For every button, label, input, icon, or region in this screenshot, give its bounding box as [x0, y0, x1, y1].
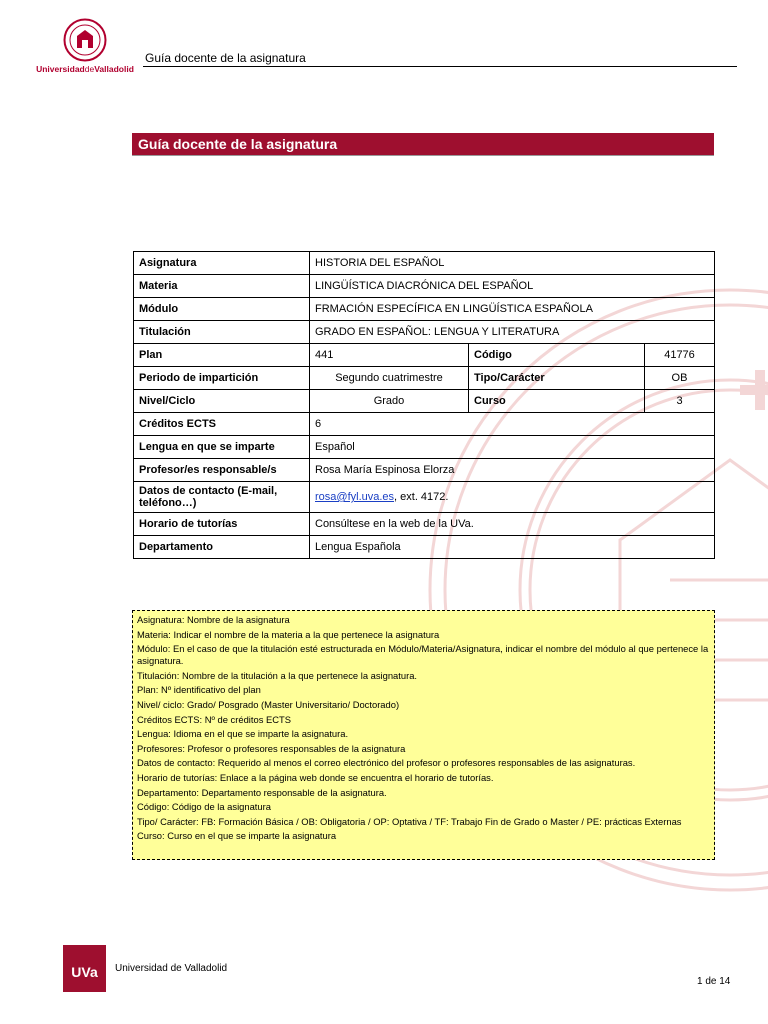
table-row: [134, 513, 715, 536]
materia-value: LINGÜÍSTICA DIACRÓNICA DEL ESPAÑOL: [310, 275, 715, 298]
lengua-value: Español: [310, 436, 715, 459]
page-number: 1 de 14: [697, 976, 731, 987]
table-row: [134, 298, 715, 321]
contacto-value: [310, 482, 715, 513]
plan-value: 441: [310, 344, 469, 367]
table-row: [134, 436, 715, 459]
horario-value: Consúltese en la web de la UVa.: [310, 513, 715, 536]
table-row: [134, 367, 715, 390]
plan-label: Plan: [134, 344, 310, 367]
lengua-label: Lengua en que se imparte: [134, 436, 310, 459]
nivel-value: Grado: [310, 390, 469, 413]
contacto-label: Datos de contacto (E-mail, teléfono…): [134, 482, 310, 513]
note-line: Lengua: Idioma en el que se imparte la asignatura.: [137, 728, 349, 740]
note-line: Código: Código de la asignatura: [137, 801, 271, 813]
footer-university-name: Universidad de Valladolid: [115, 963, 228, 974]
codigo-label: Código: [469, 344, 645, 367]
curso-label: Curso: [469, 390, 645, 413]
departamento-value: Lengua Española: [310, 536, 715, 559]
nivel-label: Nivel/Ciclo: [134, 390, 310, 413]
periodo-value: Segundo cuatrimestre: [310, 367, 469, 390]
note-line: Horario de tutorías: Enlace a la página web donde se encuentra el horario de tutorías.: [137, 771, 494, 783]
curso-value: 3: [645, 390, 715, 413]
table-row: [134, 252, 715, 275]
tipo-caracter-label: Tipo/Carácter: [469, 367, 645, 390]
horario-label: Horario de tutorías: [134, 513, 310, 536]
note-line: Módulo: En el caso de que la titulación esté estructurada en Módulo/Materia/Asignatura, indicar el nombre del módulo al que pertenece la asignatura.: [137, 643, 709, 667]
banner-shadow: [132, 155, 714, 156]
asignatura-value: HISTORIA DEL ESPAÑOL: [310, 252, 715, 275]
table-row: [134, 275, 715, 298]
instructions-notes-box: [132, 610, 715, 860]
page-title-banner: Guía docente de la asignatura: [132, 133, 714, 155]
table-row: [134, 321, 715, 344]
note-line: Créditos ECTS: Nº de créditos ECTS: [137, 713, 291, 725]
header-divider: [143, 66, 737, 67]
tipo-caracter-value: OB: [645, 367, 715, 390]
table-row: [134, 390, 715, 413]
note-line: Curso: Curso en el que se imparte la asignatura: [137, 830, 337, 842]
modulo-value: FRMACIÓN ESPECÍFICA EN LINGÜÍSTICA ESPAÑOLA: [310, 298, 715, 321]
codigo-value: 41776: [645, 344, 715, 367]
table-row: [134, 459, 715, 482]
modulo-label: Módulo: [134, 298, 310, 321]
note-line: Materia: Indicar el nombre de la materia a la que pertenece la asignatura: [137, 628, 440, 640]
footer-uva-logo: UVa: [63, 945, 106, 992]
note-line: Tipo/ Carácter: FB: Formación Básica / OB: Obligatoria / OP: Optativa / TF: Trabajo Fin de Grado o Master / PE: prácticas Externas: [137, 815, 682, 827]
profesor-value: Rosa María Espinosa Elorza: [310, 459, 715, 482]
note-line: Plan: Nº identificativo del plan: [137, 684, 261, 696]
departamento-label: Departamento: [134, 536, 310, 559]
course-info-table: [133, 251, 715, 559]
note-line: Departamento: Departamento responsable de la asignatura.: [137, 786, 387, 798]
note-line: Datos de contacto: Requerido al menos el correo electrónico del profesor o profesores responsables de las asignaturas.: [137, 757, 636, 769]
periodo-label: Periodo de impartición: [134, 367, 310, 390]
creditos-value: 6: [310, 413, 715, 436]
creditos-label: Créditos ECTS: [134, 413, 310, 436]
table-row: [134, 413, 715, 436]
titulacion-value: GRADO EN ESPAÑOL: LENGUA Y LITERATURA: [310, 321, 715, 344]
contact-email-link[interactable]: rosa@fyl.uva.es: [315, 491, 395, 503]
contact-extension: , ext. 4172.: [394, 491, 449, 503]
asignatura-label: Asignatura: [134, 252, 310, 275]
note-line: Nivel/ ciclo: Grado/ Posgrado (Master Universitario/ Doctorado): [137, 698, 400, 710]
table-row: [134, 344, 715, 367]
note-line: Asignatura: Nombre de la asignatura: [137, 614, 290, 625]
materia-label: Materia: [134, 275, 310, 298]
table-row: [134, 536, 715, 559]
note-line: Profesores: Profesor o profesores responsables de la asignatura: [137, 742, 406, 754]
profesor-label: Profesor/es responsable/s: [134, 459, 310, 482]
university-logo-text: UniversidaddeValladolid: [36, 64, 134, 74]
header-doc-title: Guía docente de la asignatura: [145, 51, 306, 65]
note-line: Titulación: Nombre de la titulación a la que pertenece la asignatura.: [137, 669, 418, 681]
university-logo: [30, 18, 140, 80]
titulacion-label: Titulación: [134, 321, 310, 344]
university-seal-icon: [63, 18, 107, 62]
table-row: [134, 482, 715, 513]
